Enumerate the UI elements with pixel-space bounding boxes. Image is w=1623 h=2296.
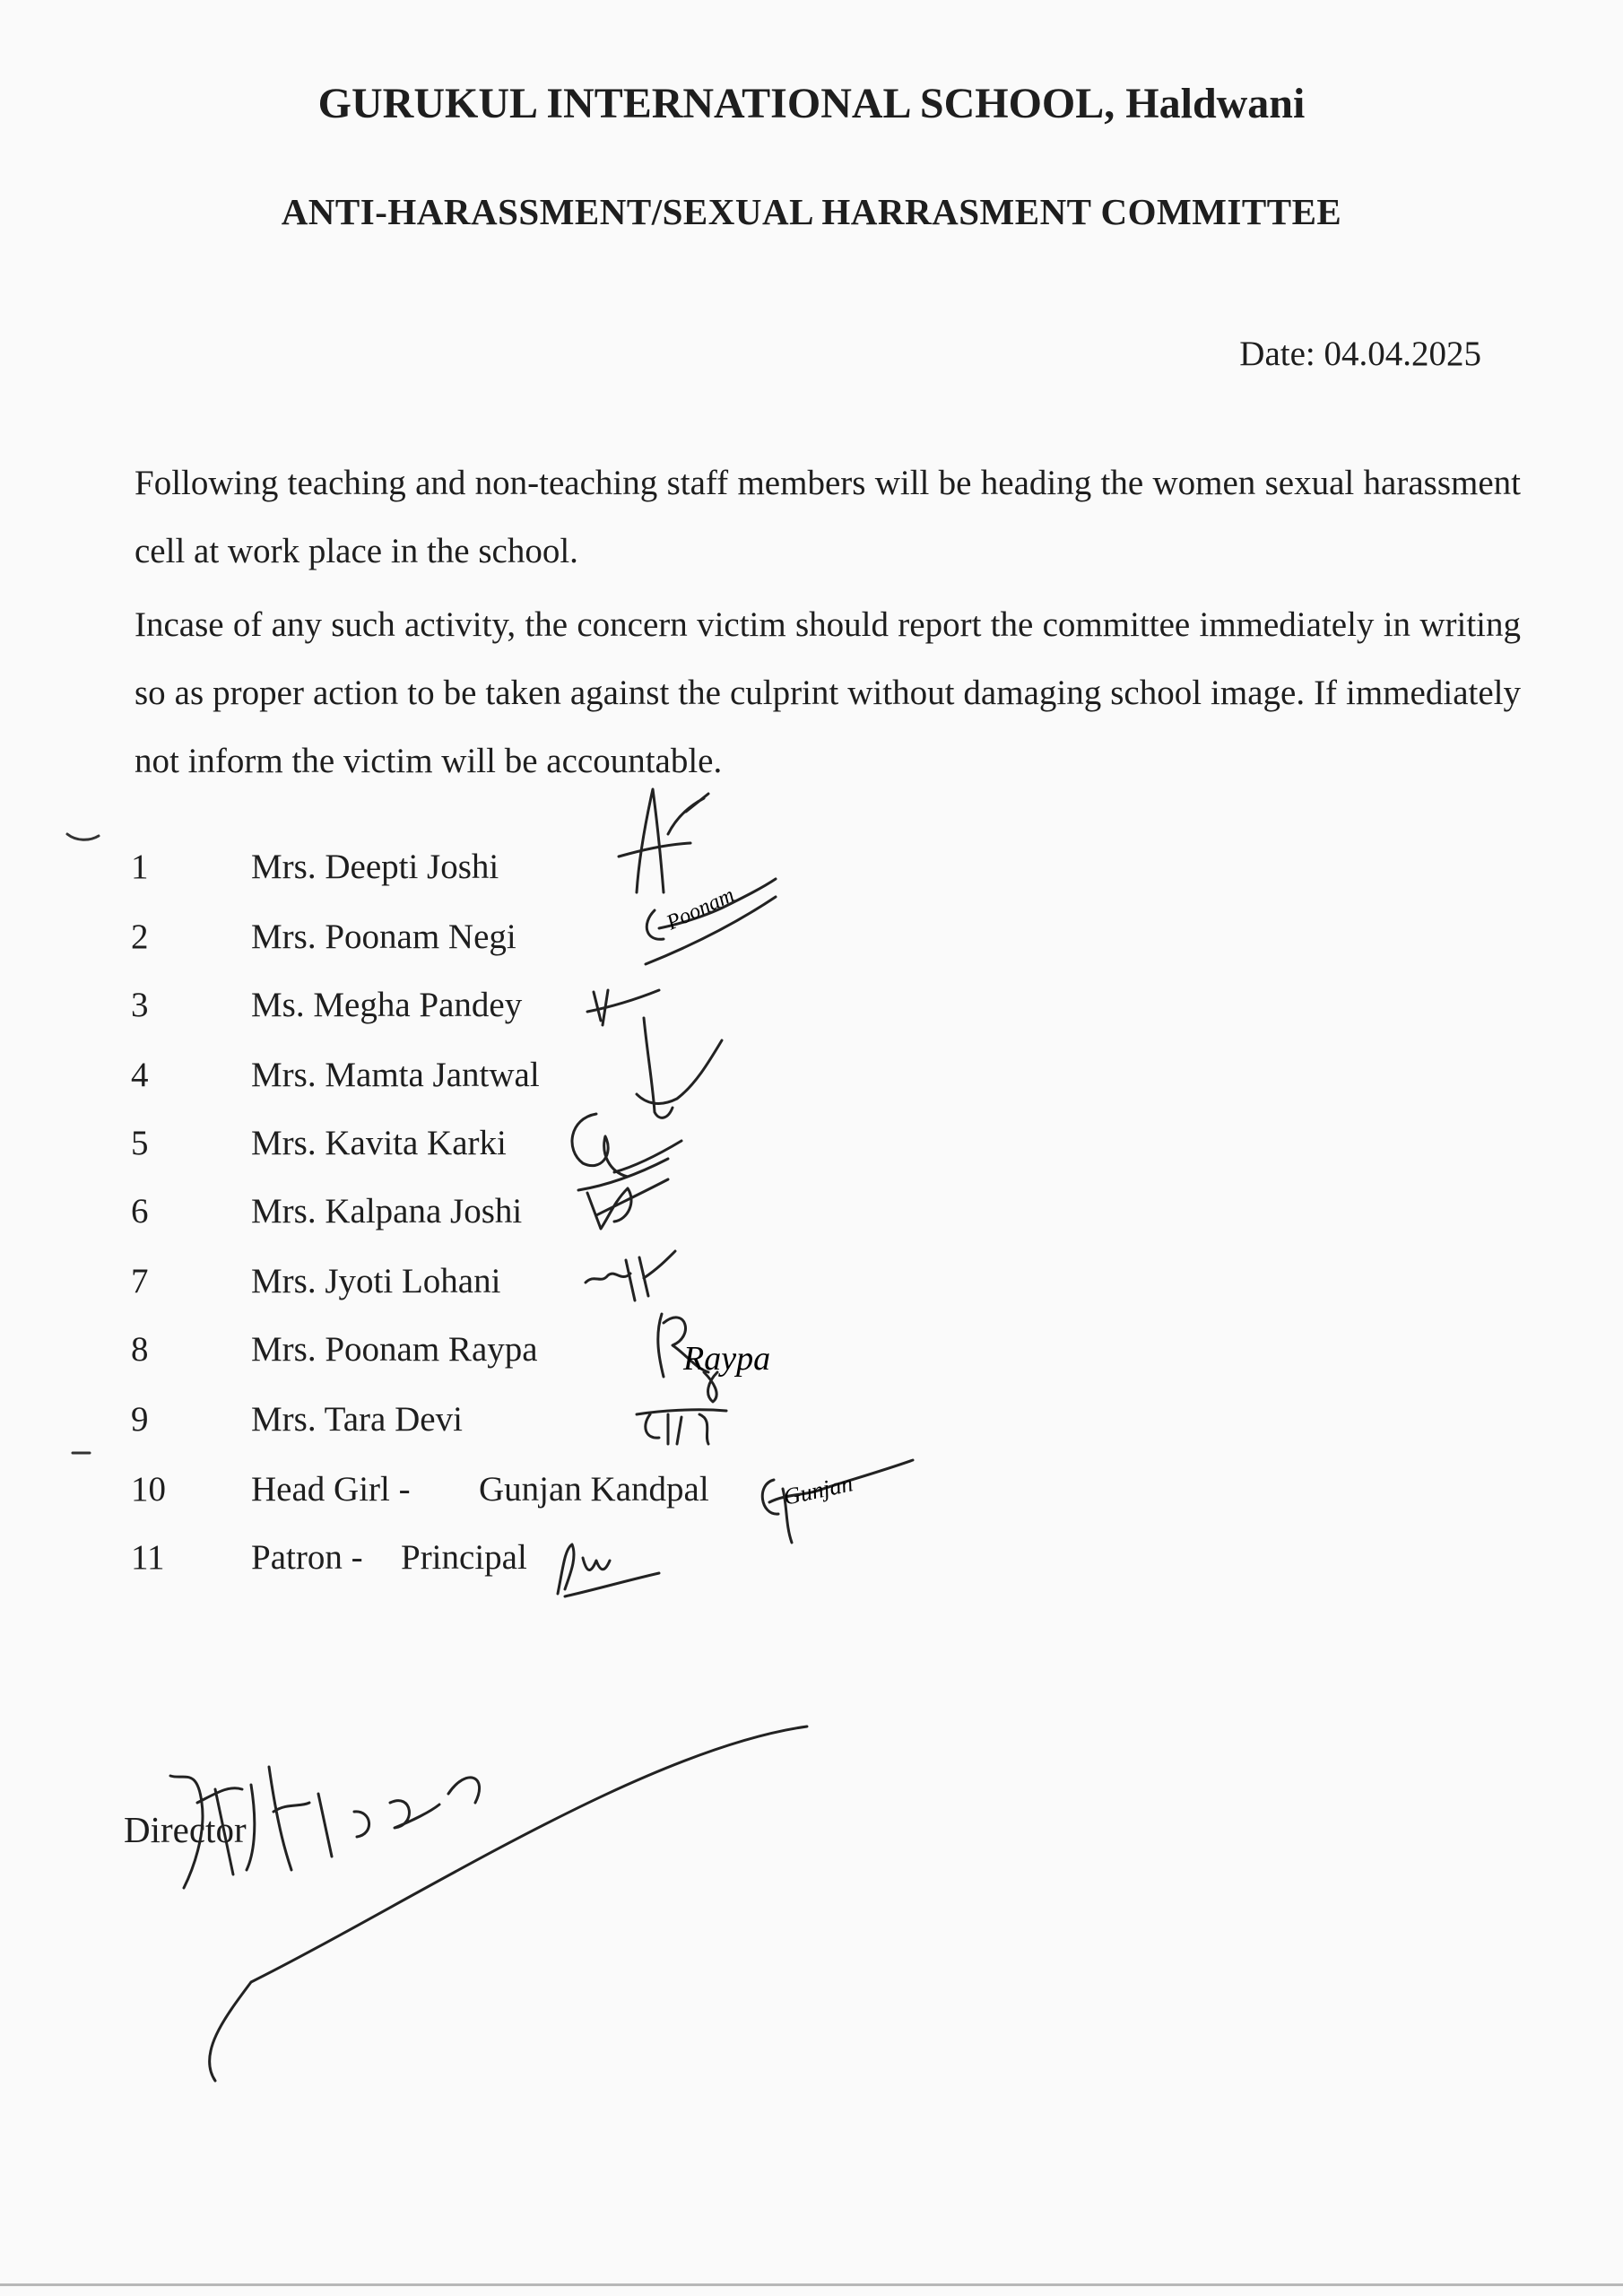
signature-poonam-negi	[628, 874, 780, 973]
member-number: 9	[131, 1400, 149, 1439]
signature-tara-devi	[632, 1404, 731, 1448]
member-number: 5	[131, 1124, 149, 1162]
svg-text:Gunjan: Gunjan	[781, 1470, 855, 1510]
director-signature	[143, 1677, 861, 1973]
member-role-holder: Gunjan Kandpal	[479, 1470, 709, 1509]
member-name: Mrs. Poonam Negi	[251, 918, 516, 956]
member-number: 8	[131, 1330, 149, 1369]
intro-paragraph: Following teaching and non-teaching staff members will be heading the women sexual harassment cell at work place in the school.	[135, 464, 1521, 570]
signature-gunjan-kandpal	[751, 1453, 917, 1547]
svg-text:Poonam: Poonam	[663, 883, 739, 935]
school-title: GURUKUL INTERNATIONAL SCHOOL, Haldwani	[317, 80, 1306, 127]
page-bottom-edge	[0, 2283, 1623, 2286]
member-number: 1	[131, 848, 149, 886]
member-number: 2	[131, 918, 149, 956]
signature-principal	[547, 1535, 664, 1598]
member-name: Mrs. Jyoti Lohani	[251, 1262, 501, 1300]
instruction-paragraph: Incase of any such activity, the concern victim should report the committee immediately in writing so as proper action to be taken against the culprint without damaging school image. If immediately not inform the victim will be accountable.	[135, 605, 1521, 780]
member-name: Patron -	[251, 1538, 363, 1577]
member-number: 3	[131, 986, 149, 1024]
member-number: 6	[131, 1192, 149, 1231]
member-number: 11	[131, 1538, 165, 1577]
member-number: 4	[131, 1056, 149, 1094]
member-name: Mrs. Tara Devi	[251, 1400, 463, 1439]
document-date: Date: 04.04.2025	[1239, 335, 1481, 373]
member-number: 10	[131, 1470, 166, 1509]
member-name: Head Girl -	[251, 1470, 411, 1509]
committee-title: ANTI-HARASSMENT/SEXUAL HARRASMENT COMMITTEE	[281, 191, 1342, 232]
member-name: Mrs. Mamta Jantwal	[251, 1056, 540, 1094]
stray-mark-bottom	[70, 1444, 97, 1462]
svg-text:Raypa: Raypa	[683, 1340, 771, 1378]
member-number: 7	[131, 1262, 149, 1300]
signature-kalpana-joshi	[578, 1175, 673, 1247]
stray-mark-top	[63, 807, 108, 843]
member-name: Mrs. Deepti Joshi	[251, 848, 499, 886]
member-name: Ms. Megha Pandey	[251, 986, 523, 1024]
member-role-holder: Principal	[401, 1538, 527, 1577]
signature-poonam-raypa	[637, 1296, 789, 1404]
member-name: Mrs. Kalpana Joshi	[251, 1192, 523, 1231]
director-label: Director	[124, 1809, 247, 1850]
member-name: Mrs. Kavita Karki	[251, 1124, 507, 1162]
member-name: Mrs. Poonam Raypa	[251, 1330, 538, 1369]
